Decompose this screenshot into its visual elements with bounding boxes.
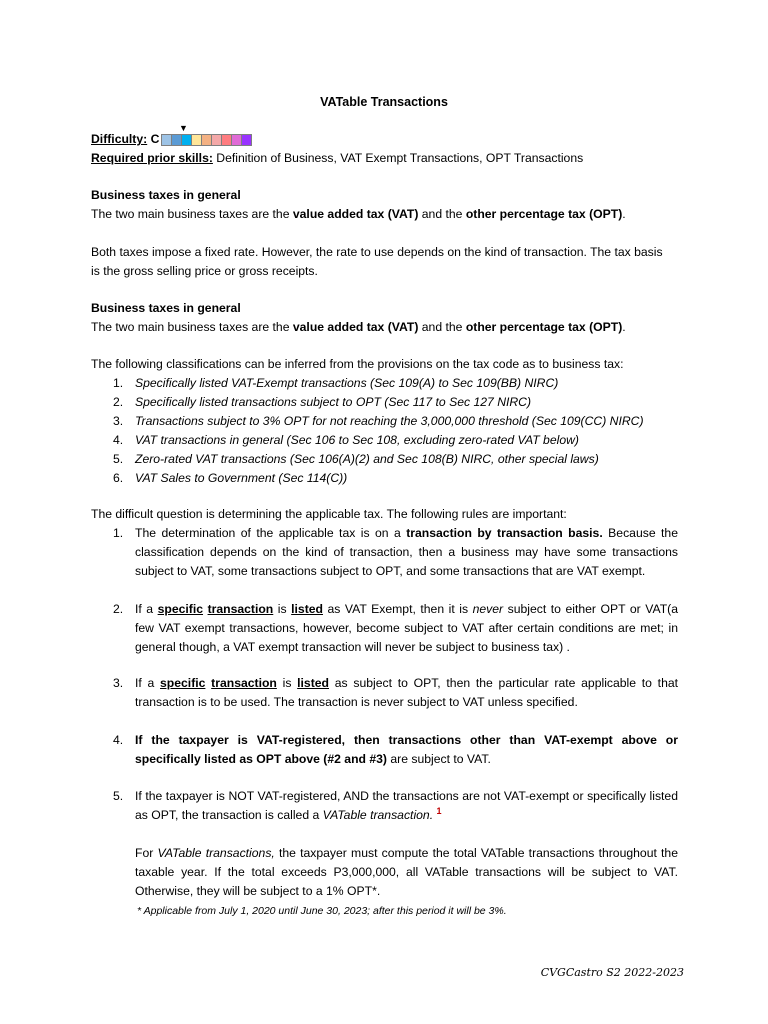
list-number: 6. [113, 471, 124, 485]
document-title: VATable Transactions [320, 95, 448, 109]
rule-item-3 [113, 674, 679, 712]
difficulty-marker-icon: ▼ [179, 123, 188, 133]
text-run-bold: other percentage tax (OPT) [465, 320, 623, 334]
section-paragraph [91, 205, 708, 224]
list-item-text: Specifically listed VAT-Exempt transactions (Sec 109(A) to Sec 109(BB) NIRC) [135, 376, 559, 390]
text-run: The two main business taxes are the [91, 320, 293, 334]
text-run: Because the classification depends on the kind of transaction, then a business may have some transactions subject to VAT, some transactions subject to OPT, and some transactions that are VAT exempt. [135, 526, 678, 578]
list-number: 3. [113, 414, 124, 428]
text-run: the taxpayer must compute the total VATable transactions throughout the taxable year. If the total exceeds P3,000,000, all VATable transactions will be subject to VAT. Otherwise, they will be subject to a 1% OPT*. [135, 846, 678, 898]
text-run-italic: VATable transactions, [157, 846, 275, 860]
footnote-marker: 1 [436, 805, 442, 816]
list-number: 2. [113, 395, 124, 409]
difficulty-row [91, 130, 159, 149]
prior-skills-line [91, 149, 708, 168]
list-number: 1. [113, 376, 124, 390]
classifications-intro: The following classifications can be inferred from the provisions on the tax code as to business tax: [91, 357, 624, 371]
list-item [113, 374, 735, 393]
text-run-underlined: transaction [207, 602, 274, 616]
text-run: If the taxpayer is NOT VAT-registered, AND the transactions are not VAT-exempt or specifically listed as OPT, the transaction is called a [135, 789, 678, 822]
footnote: * Applicable from July 1, 2020 until June 30, 2023; after this period it will be 3%. [137, 905, 507, 917]
list-number: 2. [113, 602, 124, 616]
author-signature: CVGCastro S2 2022-2023 [540, 966, 684, 979]
rule-item-5 [113, 787, 678, 825]
prior-skills-text: Definition of Business, VAT Exempt Transactions, OPT Transactions [212, 151, 584, 165]
text-run-bold: If the taxpayer is VAT-registered, then transactions other than VAT-exempt above or specifically listed as OPT above (#2 and #3) [135, 733, 678, 766]
list-item-text: VAT transactions in general (Sec 106 to Sec 108, excluding zero-rated VAT below) [135, 433, 579, 447]
list-number: 4. [113, 433, 124, 447]
text-run-bold: other percentage tax (OPT) [465, 207, 623, 221]
list-item [113, 393, 735, 412]
list-item [113, 450, 735, 469]
text-run-italic: VATable transaction. [322, 808, 434, 822]
text-run-underlined: transaction [211, 676, 277, 690]
list-number: 3. [113, 676, 124, 690]
text-run: subject to either OPT or VAT(a few VAT exempt transactions, however, become subject to VAT after certain conditions are met; in general though, a VAT exempt transaction will never be subject to business tax) . [135, 602, 678, 654]
paragraph-line: Both taxes impose a fixed rate. However, the rate to use depends on the kind of transaction. The tax basis [91, 245, 663, 259]
text-run-bold: value added tax (VAT) [292, 207, 419, 221]
text-run: as VAT Exempt, then it is [322, 602, 473, 616]
text-run-underlined: specific [157, 602, 204, 616]
section-paragraph [91, 318, 708, 337]
text-run-italic: never [472, 602, 504, 616]
text-run: is [276, 676, 298, 690]
difficulty-scale-cell [241, 134, 252, 146]
text-run: If a [135, 676, 161, 690]
list-item-text: Transactions subject to 3% OPT for not reaching the 3,000,000 threshold (Sec 109(CC) NIRC) [135, 414, 644, 428]
rule-item-2 [113, 600, 678, 657]
text-run: The determination of the applicable tax is on a [135, 526, 407, 540]
text-run: If a [135, 602, 158, 616]
section-heading: Business taxes in general [91, 301, 241, 315]
list-number: 5. [113, 789, 124, 803]
difficulty-level: C [150, 132, 160, 146]
text-run: as subject to OPT, then the particular rate applicable to that transaction is to be used. The transaction is never subject to VAT unless specified. [135, 676, 679, 709]
text-run: and the [418, 320, 466, 334]
list-item [113, 412, 735, 431]
text-run-bold: transaction by transaction basis. [406, 526, 603, 540]
list-number: 1. [113, 526, 124, 540]
section-heading: Business taxes in general [91, 188, 241, 202]
list-number: 4. [113, 733, 124, 747]
text-run: The two main business taxes are the [91, 207, 293, 221]
text-run: is [273, 602, 292, 616]
list-item-text: Specifically listed transactions subject to OPT (Sec 117 to Sec 127 NIRC) [135, 395, 532, 409]
text-run: . [622, 207, 626, 221]
list-item [113, 469, 735, 488]
text-run: For [135, 846, 158, 860]
text-run-bold: value added tax (VAT) [292, 320, 419, 334]
text-run: and the [418, 207, 466, 221]
rule-item-4 [113, 731, 678, 769]
list-item [113, 431, 735, 450]
text-run-underlined: listed [291, 602, 323, 616]
text-run-underlined: listed [297, 676, 329, 690]
prior-skills-label: Required prior skills: [91, 151, 213, 165]
text-run: are subject to VAT. [386, 752, 491, 766]
list-item-text: Zero-rated VAT transactions (Sec 106(A)(2) and Sec 108(B) NIRC, other special laws) [135, 452, 599, 466]
text-run: . [622, 320, 626, 334]
difficulty-label: Difficulty: [91, 132, 148, 146]
paragraph-line: is the gross selling price or gross receipts. [91, 264, 318, 278]
list-item-text: VAT Sales to Government (Sec 114(C)) [135, 471, 348, 485]
list-number: 5. [113, 452, 124, 466]
rule-item-1 [113, 524, 678, 581]
difficulty-scale [161, 134, 251, 146]
text-run-underlined: specific [160, 676, 206, 690]
rule-item-5-paragraph [135, 844, 678, 901]
rules-intro: The difficult question is determining the applicable tax. The following rules are important: [91, 507, 567, 521]
classifications-list [113, 374, 735, 488]
